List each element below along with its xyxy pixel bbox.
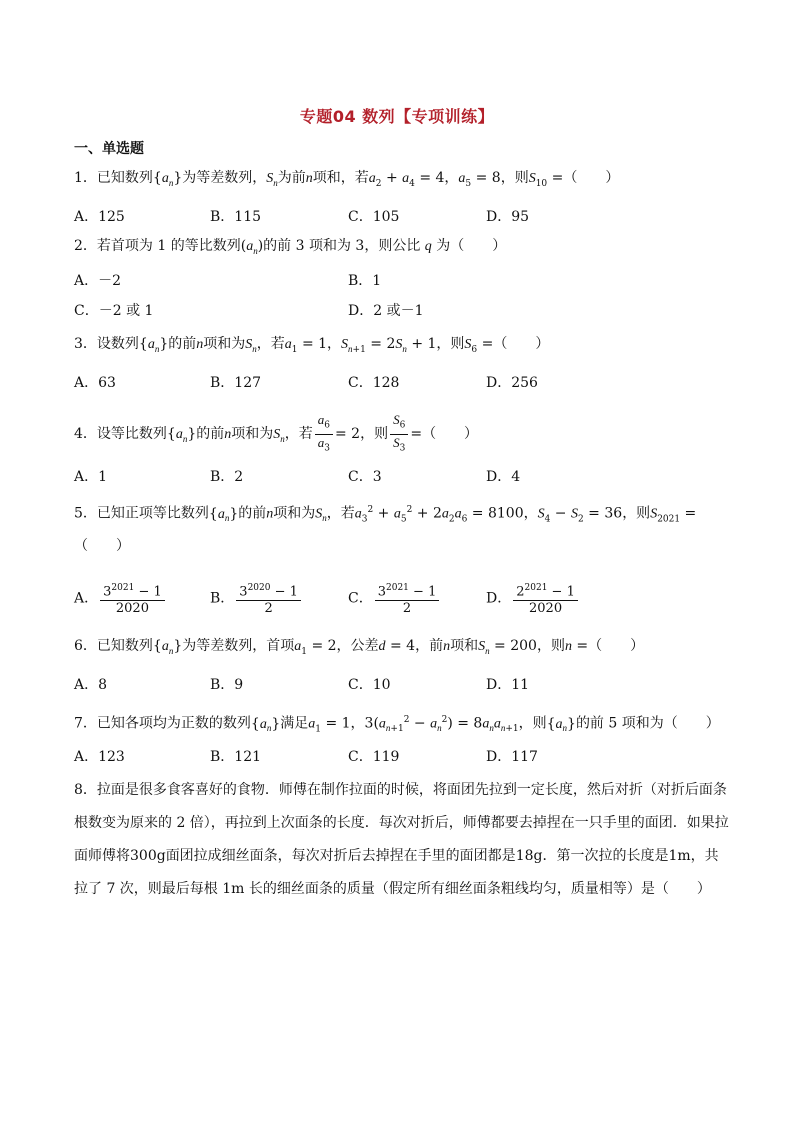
option-a[interactable]: A．125 <box>74 209 125 225</box>
question-6: 6．已知数列$\{a_n\}$为等差数列，首项$a_1 = 2$，公差d = 4，前n项和$S_n = 200$，则n =（ ） <box>74 638 645 657</box>
fraction-a6-a3: $\frac{a_6}{a_3}$ <box>315 412 333 456</box>
option-c[interactable]: C．128 <box>348 375 400 391</box>
page-title: 专题04 数列【专项训练】 <box>299 107 495 126</box>
question-3-options <box>74 372 734 396</box>
option-d[interactable]: D．95 <box>486 209 530 225</box>
option-c[interactable]: C．119 <box>348 749 400 765</box>
question-4-options <box>74 466 734 490</box>
question-5-options <box>74 576 734 618</box>
option-b[interactable]: B．9 <box>210 677 244 693</box>
option-b[interactable]: B． $\frac{3^{2020} - 1}{2}$ <box>210 580 303 617</box>
question-6-options <box>74 674 734 698</box>
question-8-line-2: 根数变为原来的 2 倍），再拉到上次面条的长度．每次对折后，师傅都要去掉捏在一只手里的面团．如果拉 <box>74 815 729 831</box>
question-8-line-3: 面师傅将300g面团拉成细丝面条，每次对折后去掉捏在手里的面团都是18g．第一次拉的长度是1m，共 <box>74 848 719 864</box>
option-c[interactable]: C．105 <box>348 209 400 225</box>
option-c[interactable]: C． $\frac{3^{2021} - 1}{2}$ <box>348 580 441 617</box>
question-8 <box>74 774 729 906</box>
option-a[interactable]: A．8 <box>74 677 108 693</box>
option-a[interactable]: A．123 <box>74 749 125 765</box>
option-a[interactable]: A．1 <box>74 469 108 485</box>
option-d[interactable]: D．117 <box>486 749 538 765</box>
option-d[interactable]: D．256 <box>486 375 538 391</box>
question-5-paren: （ ） <box>74 538 130 554</box>
question-8-line-1: 8．拉面是很多食客喜好的食物．师傅在制作拉面的时候，将面团先拉到一定长度，然后对折（对折后面条 <box>74 782 727 798</box>
option-b[interactable]: B．115 <box>210 209 262 225</box>
option-b[interactable]: B．127 <box>210 375 262 391</box>
option-a[interactable]: A．63 <box>74 375 116 391</box>
question-7: 7．已知各项均为正数的数列$\{a_n\}$满足$a_1 = 1$，$3(a_{n+1}^2 - a_n^2) = 8a_na_{n+1}$，则$\{a_n\}$的前 5 项和为（ ） <box>74 715 720 735</box>
question-8-line-4: 拉了 7 次，则最后每根 1m 长的细丝面条的质量（假定所有细丝面条粗线均匀，质量相等）是（ ） <box>74 881 711 897</box>
question-1-options <box>74 206 734 230</box>
question-4: 4．设等比数列$\{a_n\}$的前n项和为$S_n$，若 $\frac{a_6}{a_3}$ = 2，则 $\frac{S_6}{S_3}$ =（ ） <box>74 412 478 456</box>
question-2-options-row-1 <box>74 270 734 294</box>
question-2-options-row-2 <box>74 300 734 324</box>
option-d[interactable]: D． $\frac{2^{2021} - 1}{2020}$ <box>486 580 580 617</box>
option-d[interactable]: D．2 或－1 <box>348 303 424 319</box>
option-a[interactable]: A．－2 <box>74 273 122 289</box>
option-c[interactable]: C．10 <box>348 677 391 693</box>
option-b[interactable]: B．121 <box>210 749 262 765</box>
question-7-options <box>74 746 734 770</box>
fraction-s6-s3: $\frac{S_6}{S_3}$ <box>390 412 408 456</box>
section-heading: 一、单选题 <box>74 141 144 157</box>
question-3: 3．设数列$\{a_n\}$的前n项和为$S_n$，若$a_1 = 1$，$S_{n+1} = 2S_n + 1$，则$S_6$ =（ ） <box>74 336 550 355</box>
option-b[interactable]: B．2 <box>210 469 244 485</box>
question-1: 1．已知数列$\{a_n\}$为等差数列，$S_n$为前n项和，若$a_2 + a_4 = 4$，$a_5 = 8$，则$S_{10}$ =（ ） <box>74 170 620 189</box>
option-c[interactable]: C．－2 或 1 <box>74 303 154 319</box>
option-d[interactable]: D．11 <box>486 677 530 693</box>
question-2: 2．若首项为 1 的等比数列$(a_n)$的前 3 项和为 3，则公比 q 为（ ） <box>74 238 507 256</box>
option-b[interactable]: B．1 <box>348 273 382 289</box>
option-a[interactable]: A． $\frac{3^{2021} - 1}{2020}$ <box>74 580 167 617</box>
option-c[interactable]: C．3 <box>348 469 382 485</box>
question-5: 5．已知正项等比数列$\{a_n\}$的前n项和为$S_n$，若$a_3^2 + a_5^2 + 2a_2a_6 = 8100$，$S_4 - S_2 = 36$，则$S_{2021}$ = <box>74 505 697 525</box>
option-d[interactable]: D．4 <box>486 469 521 485</box>
